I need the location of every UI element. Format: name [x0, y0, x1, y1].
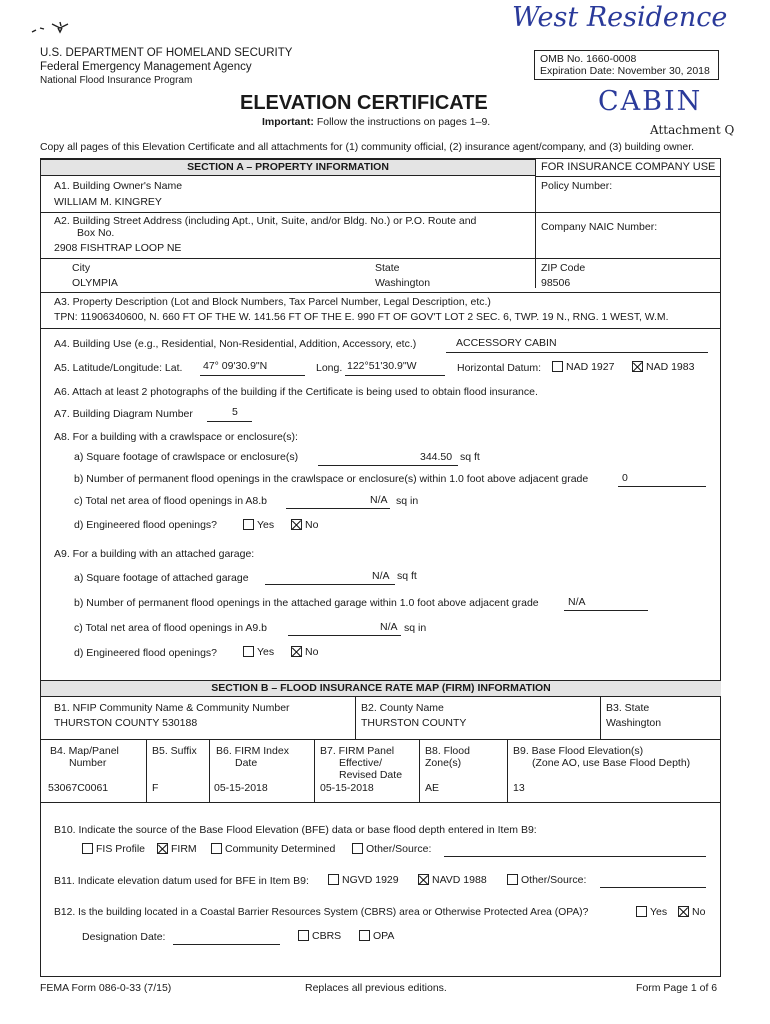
a5-lat: 47° 09'30.9"N [203, 360, 268, 372]
b1-label: B1. NFIP Community Name & Community Number [54, 702, 290, 714]
a8d-yes-label: Yes [257, 519, 275, 531]
b12-yes-label: Yes [650, 906, 668, 918]
handwritten-residence: West Residence [512, 2, 728, 33]
a8a-unit: sq ft [460, 451, 480, 463]
a9a-label: a) Square footage of attached garage [74, 572, 249, 584]
zip-label: ZIP Code [541, 262, 586, 274]
opa-option[interactable] [359, 930, 394, 942]
firm-label: FIRM [171, 843, 197, 855]
cbrs-option[interactable] [298, 930, 341, 942]
b12-no[interactable] [678, 906, 705, 918]
nad1927-label: NAD 1927 [566, 361, 615, 373]
a8c-value: N/A [370, 494, 388, 506]
other-source-label: Other/Source: [366, 843, 432, 855]
a3-label: A3. Property Description (Lot and Block Numbers, Tax Parcel Number, Legal Description, etc.) [54, 296, 491, 308]
b6-label: B6. FIRM Index [216, 745, 289, 757]
replaces-note: Replaces all previous editions. [305, 982, 447, 994]
a8a-label: a) Square footage of crawlspace or enclosure(s) [74, 451, 299, 463]
a8d-yes[interactable] [243, 519, 274, 531]
program-name: National Flood Insurance Program [40, 75, 193, 86]
other-source-option[interactable] [352, 843, 431, 855]
b11-other-option[interactable] [507, 874, 586, 886]
b12-yes-checkbox[interactable] [636, 906, 647, 917]
insurance-header: FOR INSURANCE COMPANY USE [541, 161, 716, 173]
important-text: Follow the instructions on pages 1–9. [316, 116, 491, 128]
important-label: Important: [262, 116, 314, 128]
firm-checkbox[interactable] [157, 843, 168, 854]
fis-label: FIS Profile [96, 843, 146, 855]
opa-label: OPA [373, 930, 395, 942]
a8d-label: d) Engineered flood openings? [74, 519, 218, 531]
b12-yes[interactable] [636, 906, 667, 918]
b8-value: AE [425, 782, 440, 794]
a9d-no-label: No [305, 646, 319, 658]
nad1983-label: NAD 1983 [646, 361, 695, 373]
zip-value: 98506 [541, 277, 571, 289]
opa-checkbox[interactable] [359, 930, 370, 941]
b7-value: 05-15-2018 [320, 782, 374, 794]
fis-option[interactable] [82, 843, 145, 855]
a9d-label: d) Engineered flood openings? [74, 647, 218, 659]
city-value: OLYMPIA [72, 277, 118, 289]
a9d-yes[interactable] [243, 646, 274, 658]
handwritten-cabin: CABIN [598, 86, 703, 117]
section-a-header: SECTION A – PROPERTY INFORMATION [41, 159, 535, 176]
a2-value: 2908 FISHTRAP LOOP NE [54, 242, 182, 254]
b7-label-2: Effective/ [339, 757, 382, 769]
a3-value: TPN: 11906340600, N. 660 FT OF THE W. 141.56 FT OF THE E. 990 FT OF GOV'T LOT 2 SEC. 6, TWP. 19 N., RNG. 1 WEST, W.M. [54, 312, 669, 323]
policy-number-label: Policy Number: [541, 180, 613, 192]
b11-other-label: Other/Source: [521, 874, 587, 886]
b10-label: B10. Indicate the source of the Base Flood Elevation (BFE) data or base flood depth entered in Item B9: [54, 824, 537, 836]
a9d-no[interactable] [291, 646, 318, 658]
dhs-seal-icon [30, 20, 85, 34]
state-label: State [375, 262, 400, 274]
a1-label: A1. Building Owner's Name [54, 180, 183, 192]
a9c-value: N/A [380, 621, 398, 633]
naic-label: Company NAIC Number: [541, 221, 658, 233]
a9a-unit: sq ft [397, 570, 417, 582]
a8b-value: 0 [622, 472, 628, 484]
a8b-label: b) Number of permanent flood openings in the crawlspace or enclosure(s) within 1.0 foot above adjacent grade [74, 473, 589, 485]
page-number: Form Page 1 of 6 [636, 982, 718, 994]
b12-label: B12. Is the building located in a Coastal Barrier Resources System (CBRS) area or Otherwise Protected Area (OPA)? [54, 907, 589, 918]
community-checkbox[interactable] [211, 843, 222, 854]
b2-label: B2. County Name [361, 702, 444, 714]
b11-other-checkbox[interactable] [507, 874, 518, 885]
a5-label: A5. Latitude/Longitude: Lat. [54, 362, 183, 374]
b5-label: B5. Suffix [152, 745, 197, 757]
community-label: Community Determined [225, 843, 336, 855]
copy-note: Copy all pages of this Elevation Certificate and all attachments for (1) community official, (2) insurance agent/company, and (3) building owner. [40, 142, 694, 153]
b8-label: B8. Flood [425, 745, 470, 757]
nad1927-checkbox[interactable] [552, 361, 563, 372]
a9c-label: c) Total net area of flood openings in A9.b [74, 622, 268, 634]
a5-long: 122°51'30.9"W [347, 360, 417, 372]
b2-value: THURSTON COUNTY [361, 717, 467, 729]
cbrs-label: CBRS [312, 930, 342, 942]
a9b-value: N/A [568, 596, 586, 608]
b7-label: B7. FIRM Panel [320, 745, 395, 757]
a4-value: ACCESSORY CABIN [456, 337, 557, 349]
state-value: Washington [375, 277, 431, 289]
page-title: ELEVATION CERTIFICATE [240, 92, 488, 114]
a9d-yes-label: Yes [257, 646, 275, 658]
b6-label-2: Date [235, 757, 258, 769]
a9b-label: b) Number of permanent flood openings in the attached garage within 1.0 foot above adjacent grade [74, 597, 539, 609]
expiration-date: Expiration Date: November 30, 2018 [540, 65, 710, 77]
b9-value: 13 [513, 782, 525, 794]
a9d-yes-checkbox[interactable] [243, 646, 254, 657]
a8d-no-label: No [305, 519, 319, 531]
a9d-no-checkbox[interactable] [291, 646, 302, 657]
agency-name: U.S. DEPARTMENT OF HOMELAND SECURITY [40, 47, 293, 59]
a2-label: A2. Building Street Address (including Apt., Unit, Suite, and/or Bldg. No.) or P.O. Route and [54, 215, 477, 227]
ngvd-checkbox[interactable] [328, 874, 339, 885]
ngvd-option[interactable] [328, 874, 399, 886]
a9-label: A9. For a building with an attached garage: [54, 548, 255, 560]
nad1983-checkbox[interactable] [632, 361, 643, 372]
b8-label-2: Zone(s) [425, 757, 462, 769]
a6-text: A6. Attach at least 2 photographs of the building if the Certificate is being used to obtain flood insurance. [54, 386, 538, 398]
attachment-label: Attachment Q [650, 123, 735, 137]
a5-datum-label: Horizontal Datum: [457, 362, 542, 374]
a5-long-label: Long. [316, 362, 343, 374]
omb-box [534, 50, 719, 80]
b4-label-2: Number [69, 757, 107, 769]
b4-value: 53067C0061 [48, 782, 109, 794]
b3-value: Washington [606, 717, 662, 729]
a8d-no[interactable] [291, 519, 318, 531]
other-source-checkbox[interactable] [352, 843, 363, 854]
b9-label: B9. Base Flood Elevation(s) [513, 745, 644, 757]
navd-option[interactable] [418, 874, 487, 886]
a1-value: WILLIAM M. KINGREY [54, 196, 162, 208]
a2-label-2: Box No. [77, 227, 115, 239]
a8d-no-checkbox[interactable] [291, 519, 302, 530]
agency-sub: Federal Emergency Management Agency [40, 61, 252, 73]
b11-label: B11. Indicate elevation datum used for BFE in Item B9: [54, 875, 309, 887]
a9c-unit: sq in [404, 622, 427, 634]
section-b-header: SECTION B – FLOOD INSURANCE RATE MAP (FIRM) INFORMATION [41, 680, 721, 697]
b6-value: 05-15-2018 [214, 782, 268, 794]
a8-label: A8. For a building with a crawlspace or enclosure(s): [54, 431, 298, 443]
city-label: City [72, 262, 91, 274]
b3-label: B3. State [606, 702, 650, 714]
nad1983-option[interactable] [632, 361, 694, 373]
a8a-value: 344.50 [420, 451, 453, 463]
designation-label: Designation Date: [82, 931, 166, 943]
b5-value: F [152, 782, 159, 794]
b1-value: THURSTON COUNTY 530188 [54, 717, 198, 729]
navd-checkbox[interactable] [418, 874, 429, 885]
b12-no-checkbox[interactable] [678, 906, 689, 917]
a7-value: 5 [232, 406, 238, 418]
ngvd-label: NGVD 1929 [342, 874, 399, 886]
cbrs-checkbox[interactable] [298, 930, 309, 941]
nad1927-option[interactable] [552, 361, 614, 373]
a9a-value: N/A [372, 570, 390, 582]
omb-number: OMB No. 1660-0008 [540, 53, 637, 65]
important-note [262, 116, 490, 128]
navd-label: NAVD 1988 [432, 874, 487, 886]
firm-option[interactable] [157, 843, 197, 855]
b4-label: B4. Map/Panel [50, 745, 119, 757]
a4-label: A4. Building Use (e.g., Residential, Non-Residential, Addition, Accessory, etc.) [54, 338, 417, 350]
community-option[interactable] [211, 843, 335, 855]
a8c-label: c) Total net area of flood openings in A8.b [74, 495, 268, 507]
a7-label: A7. Building Diagram Number [54, 408, 193, 420]
a8d-yes-checkbox[interactable] [243, 519, 254, 530]
b9-label-2: (Zone AO, use Base Flood Depth) [532, 757, 691, 769]
form-number: FEMA Form 086-0-33 (7/15) [40, 982, 172, 994]
b12-no-label: No [692, 906, 706, 918]
b7-label-3: Revised Date [339, 769, 403, 781]
fis-checkbox[interactable] [82, 843, 93, 854]
a8c-unit: sq in [396, 495, 419, 507]
